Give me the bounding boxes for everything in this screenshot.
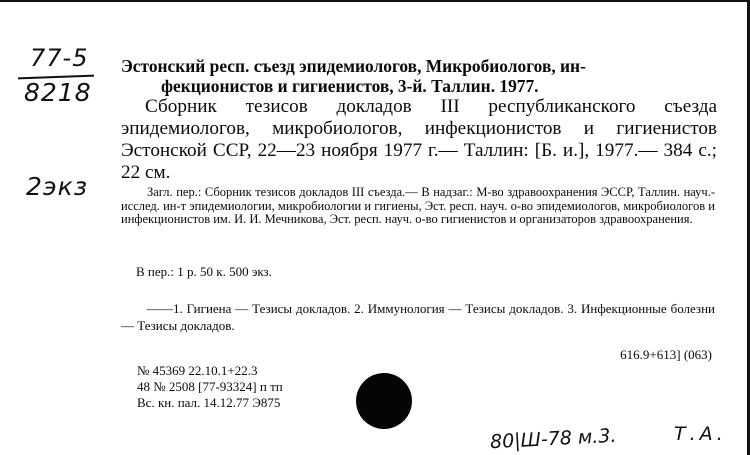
tech-line-2: 48 № 2508 [77-93324] п тп xyxy=(137,379,283,394)
price-note: В пер.: 1 р. 50 к. 500 экз. xyxy=(136,264,272,279)
subject-headings: ——1. Гигиена — Тезисы докладов. 2. Иммунология — Тезисы докладов. 3. Инфекционные болезни — Тезисы докладов. xyxy=(121,301,715,333)
heading-line-2: фекционистов и гигиенистов, 3-й. Таллин. 1977. xyxy=(161,76,539,96)
card-top-edge xyxy=(0,0,750,2)
main-description: Сборник тезисов докладов III республиканского съезда эпидемиологов, микробиологов, инфекционистов и гигиенистов Эстонской ССР, 22—23 ноября 1977 г.— Таллин: [Б. и.], 1977.— 384 с.; 22 см. xyxy=(121,96,717,183)
handwritten-initials: Т.А. xyxy=(674,423,727,445)
handwritten-shelf-mark-bottom: 8218 xyxy=(24,78,92,107)
card-heading xyxy=(121,56,713,96)
udc-classification: 616.9+613] (063) xyxy=(620,347,712,362)
handwritten-stamp-bottom: 80|Ш-78 м.3. xyxy=(489,424,617,454)
tech-line-1: № 45369 22.10.1+22.3 xyxy=(137,363,258,378)
heading-line-1: Эстонский респ. съезд эпидемиологов, Микробиологов, ин- xyxy=(121,56,586,76)
tech-line-3: Вс. кн. пал. 14.12.77 Э875 xyxy=(137,395,281,410)
card-punch-hole xyxy=(356,373,412,429)
technical-info xyxy=(137,363,283,411)
title-notes: Загл. пер.: Сборник тезисов докладов III съезда.— В надзаг.: М-во здравоохранения ЭССР, Таллин. науч.-исслед. ин-т эпидемиологии, микробиологии и гигиены, Эст. респ. науч. о-во эпидемиологов, микробиологов и инфекционистов им. И. И. Мечникова, Эст. респ. науч. о-во гигиенистов и организаторов здравоохранения. xyxy=(121,185,715,227)
handwritten-shelf-mark-top: 77-5 xyxy=(30,44,89,72)
handwritten-copies-note: 2экз xyxy=(26,172,89,201)
